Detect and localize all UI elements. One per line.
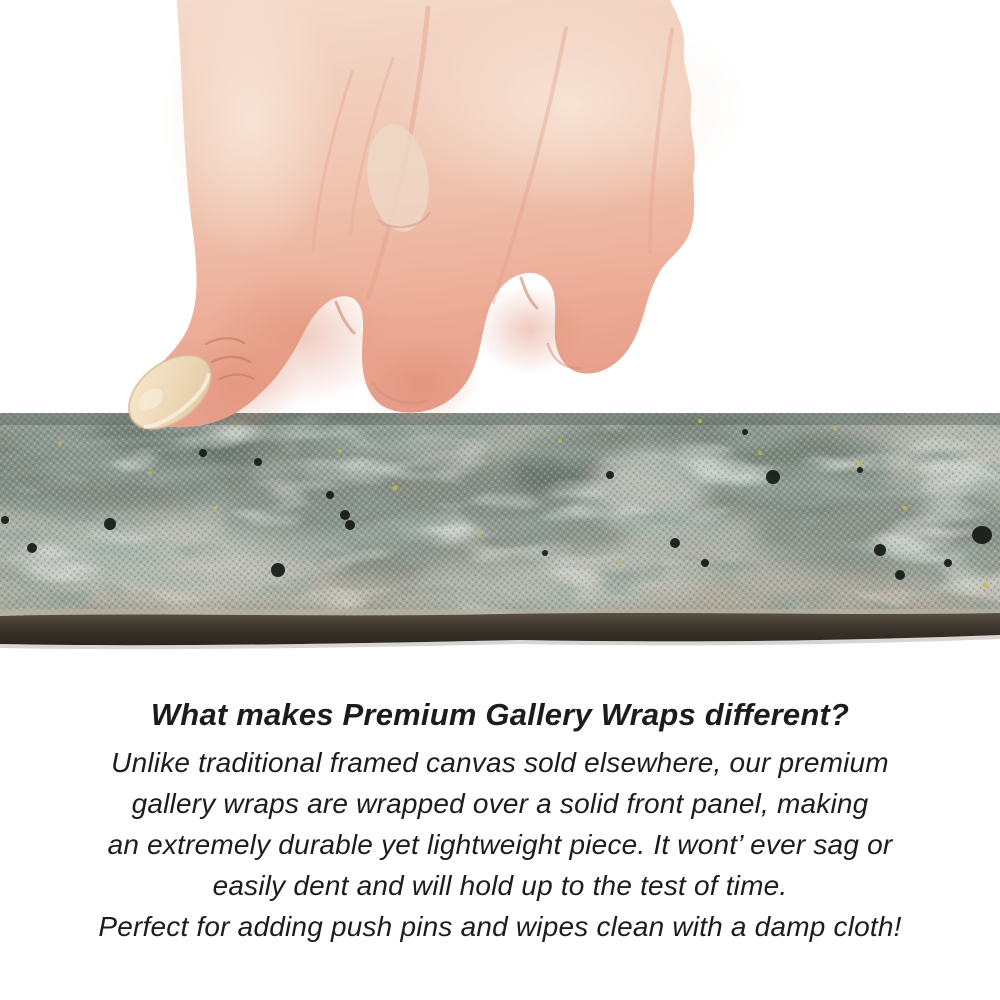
canvas-face	[0, 413, 1000, 617]
body-line: an extremely durable yet lightweight piece. It wont’ ever sag or	[107, 829, 893, 860]
body-line: Perfect for adding push pins and wipes clean with a damp cloth!	[98, 911, 902, 942]
headline: What makes Premium Gallery Wraps different?	[150, 697, 850, 732]
body-line: easily dent and will hold up to the test of time.	[212, 870, 788, 901]
body-line: gallery wraps are wrapped over a solid front panel, making	[131, 788, 869, 819]
canvas-texture-graphic	[0, 413, 1000, 653]
hand-silhouette	[115, 0, 750, 432]
canvas-texture-strip	[0, 413, 1000, 653]
photo-area	[0, 0, 1000, 432]
hand-pressing-canvas-photo	[0, 0, 1000, 432]
body-line: Unlike traditional framed canvas sold elsewhere, our premium	[111, 747, 889, 778]
description-block	[0, 696, 1000, 947]
